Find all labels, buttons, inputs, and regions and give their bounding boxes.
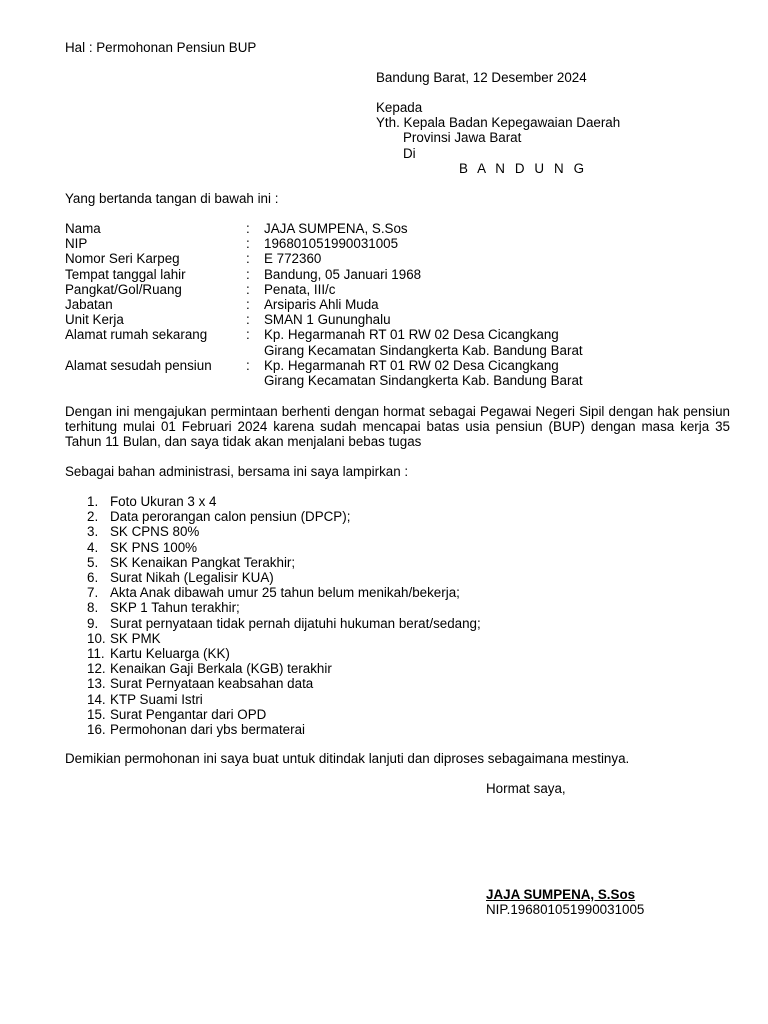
list-text: Data perorangan calon pensiun (DPCP); (110, 509, 351, 525)
list-item (87, 646, 481, 661)
list-item (87, 540, 481, 555)
identity-colon: : (246, 297, 250, 313)
list-item (87, 570, 481, 585)
identity-value: Arsiparis Ahli Muda (264, 297, 379, 313)
list-number: 6. (87, 570, 99, 586)
recipient-line-province: Provinsi Jawa Barat (403, 130, 522, 146)
identity-value (264, 327, 745, 357)
address-line: Kp. Hegarmanah RT 01 RW 02 Desa Cicangkang (264, 327, 559, 343)
list-item (87, 631, 481, 646)
identity-colon: : (246, 357, 250, 373)
list-text: KTP Suami Istri (110, 691, 203, 707)
identity-label: Pangkat/Gol/Ruang (65, 281, 182, 297)
list-item (87, 676, 481, 691)
list-number: 2. (87, 509, 99, 525)
list-item (87, 509, 481, 524)
list-text: Surat Pengantar dari OPD (110, 706, 267, 722)
list-number: 14. (87, 691, 106, 707)
recipient-block (376, 100, 620, 176)
list-text: Foto Ukuran 3 x 4 (110, 494, 217, 509)
place-date: Bandung Barat, 12 Desember 2024 (376, 70, 587, 85)
list-item (87, 555, 481, 570)
list-text: SK CPNS 80% (110, 524, 200, 540)
list-number: 15. (87, 706, 106, 722)
list-number: 3. (87, 524, 99, 540)
identity-row (65, 267, 745, 282)
list-text: SKP 1 Tahun terakhir; (110, 600, 240, 616)
identity-row (65, 312, 745, 327)
identity-value: SMAN 1 Gununghalu (264, 312, 391, 328)
identity-value: E 772360 (264, 251, 322, 267)
list-item (87, 494, 481, 509)
signatory-nip: NIP.196801051990031005 (486, 902, 645, 917)
list-number: 10. (87, 630, 106, 646)
recipient-line-title: Yth. Kepala Badan Kepegawaian Daerah (376, 115, 621, 131)
greeting-text: Hormat saya, (486, 781, 566, 796)
list-number: 4. (87, 539, 99, 555)
identity-row (65, 221, 745, 236)
list-number: 11. (87, 646, 105, 662)
attachment-intro: Sebagai bahan administrasi, bersama ini saya lampirkan : (65, 464, 409, 479)
closing-text: Demikian permohonan ini saya buat untuk ditindak lanjuti dan diproses sebagaimana mestinya. (65, 751, 630, 766)
letter-subject: Hal : Permohonan Pensiun BUP (65, 40, 257, 55)
list-text: SK PMK (110, 630, 161, 646)
identity-row (65, 236, 745, 251)
list-text: Surat pernyataan tidak pernah dijatuhi hukuman berat/sedang; (110, 615, 481, 631)
identity-value: Penata, III/c (264, 281, 336, 297)
identity-row (65, 282, 745, 297)
identity-label: Nama (65, 221, 101, 236)
identity-label: Tempat tanggal lahir (65, 266, 186, 282)
list-item (87, 585, 481, 600)
list-number: 1. (87, 494, 99, 509)
intro-text: Yang bertanda tangan di bawah ini : (65, 191, 279, 206)
list-item (87, 600, 481, 615)
identity-value: Bandung, 05 Januari 1968 (264, 266, 422, 282)
identity-value: JAJA SUMPENA, S.Sos (264, 221, 408, 236)
list-text: Surat Nikah (Legalisir KUA) (110, 570, 274, 586)
list-item (87, 692, 481, 707)
identity-label: Alamat sesudah pensiun (65, 357, 212, 373)
identity-row (65, 297, 745, 312)
list-item (87, 661, 481, 676)
list-item (87, 722, 481, 737)
identity-colon: : (246, 251, 250, 267)
identity-value (264, 358, 745, 388)
list-number: 13. (87, 676, 106, 692)
identity-table (65, 221, 745, 388)
identity-label: Alamat rumah sekarang (65, 327, 208, 343)
list-number: 9. (87, 615, 99, 631)
list-number: 7. (87, 585, 99, 601)
list-item (87, 524, 481, 539)
identity-row (65, 327, 745, 357)
recipient-line-di: Di (403, 145, 416, 161)
identity-label: NIP (65, 236, 88, 252)
attachment-list (87, 494, 481, 737)
list-item (87, 616, 481, 631)
list-text: Permohonan dari ybs bermaterai (110, 722, 306, 738)
identity-value: 196801051990031005 (264, 236, 399, 252)
address-line: Kp. Hegarmanah RT 01 RW 02 Desa Cicangkang (264, 357, 559, 373)
identity-colon: : (246, 312, 250, 328)
list-text: Surat Pernyataan keabsahan data (110, 676, 314, 692)
identity-colon: : (246, 221, 250, 236)
address-line: Girang Kecamatan Sindangkerta Kab. Bandung Barat (264, 373, 583, 389)
list-number: 8. (87, 600, 99, 616)
address-line: Girang Kecamatan Sindangkerta Kab. Bandung Barat (264, 342, 583, 358)
list-text: SK PNS 100% (110, 539, 198, 555)
request-paragraph: Dengan ini mengajukan permintaan berhenti dengan hormat sebagai Pegawai Negeri Sipil dengan hak pensiun terhitung mulai 01 Februari 2024 karena sudah mencapai batas usia pensiun (BUP) dengan masa kerja 35 Tahun 11 Bulan, dan saya tidak akan menjalani bebas tugas (65, 404, 730, 450)
identity-label: Jabatan (65, 297, 113, 313)
list-text: SK Kenaikan Pangkat Terakhir; (110, 554, 296, 570)
recipient-line-city: B A N D U N G (459, 160, 588, 176)
identity-row (65, 251, 745, 266)
identity-row (65, 358, 745, 388)
list-number: 12. (87, 661, 106, 677)
list-number: 16. (87, 722, 106, 738)
list-text: Akta Anak dibawah umur 25 tahun belum menikah/bekerja; (110, 585, 460, 601)
identity-label: Nomor Seri Karpeg (65, 251, 180, 267)
identity-label: Unit Kerja (65, 312, 124, 328)
list-number: 5. (87, 554, 99, 570)
list-item (87, 707, 481, 722)
signatory-name: JAJA SUMPENA, S.Sos (486, 887, 636, 902)
identity-colon: : (246, 236, 250, 252)
recipient-line-kepada: Kepada (376, 100, 423, 115)
identity-colon: : (246, 266, 250, 282)
list-text: Kartu Keluarga (KK) (110, 646, 230, 662)
list-text: Kenaikan Gaji Berkala (KGB) terakhir (110, 661, 332, 677)
identity-colon: : (246, 281, 250, 297)
identity-colon: : (246, 327, 250, 343)
